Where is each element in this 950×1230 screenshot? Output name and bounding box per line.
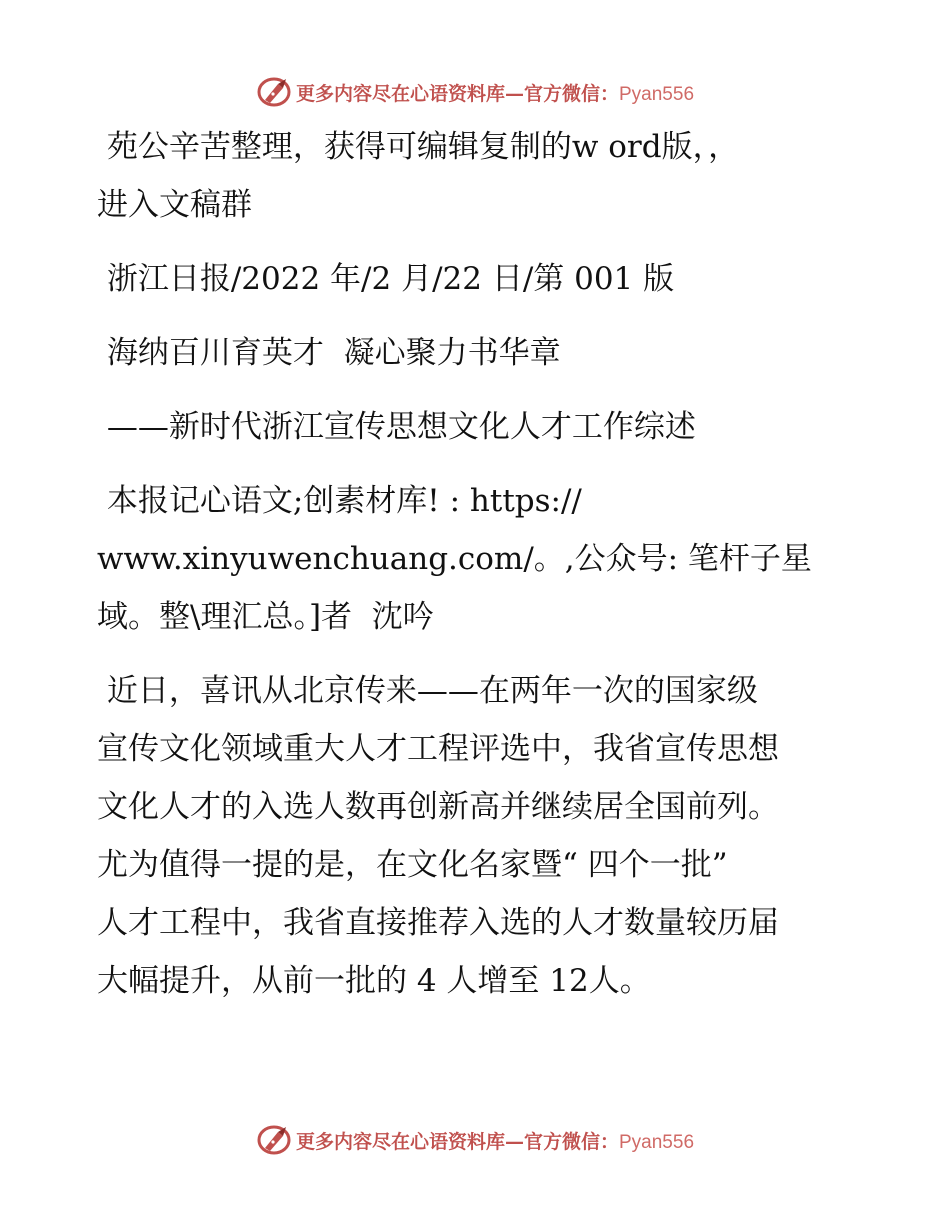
- banner-wechat-id: Pyan556: [619, 83, 695, 105]
- banner-text: 更多内容尽在心语资料库—官方微信：Pyan556: [295, 82, 695, 105]
- banner-wechat-id: Pyan556: [619, 1131, 695, 1153]
- byline: 本报记心语文;创素材库! : https:// www.xinyuwenchuang.com/。,公众号: 笔杆子星 域。整\理汇总。]者 沈吟: [97, 483, 812, 635]
- intro-note: 苑公辛苦整理，获得可编辑复制的w ord版，， 进入文稿群: [97, 129, 740, 223]
- body-paragraph: 近日，喜讯从北京传来——在两年一次的国家级 宣传文化领域重大人才工程评选中，我省宣传思想 文化人才的入选人数再创新高并继续居全国前列。 尤为值得一提的是，在文化名家暨“ 四个一批” 人才工程中，我省直接推荐入选的人才数量较历届 大幅提升，从前一批的 4 人增至 12人。: [97, 673, 779, 999]
- banner-text: 更多内容尽在心语资料库—官方微信：Pyan556: [295, 1130, 695, 1153]
- document-body: [97, 118, 867, 1010]
- footer-banner: [0, 1120, 950, 1160]
- article-subtitle: ——新时代浙江宣传思想文化人才工作综述: [97, 409, 696, 445]
- pen-nib-logo-icon: [256, 75, 292, 109]
- publication-line: 浙江日报/2022 年/2 月/22 日/第 001 版: [97, 261, 675, 297]
- article-title: 海纳百川育英才 凝心聚力书华章: [97, 335, 561, 371]
- pen-nib-logo-icon: [256, 1123, 292, 1157]
- header-banner: [0, 72, 950, 112]
